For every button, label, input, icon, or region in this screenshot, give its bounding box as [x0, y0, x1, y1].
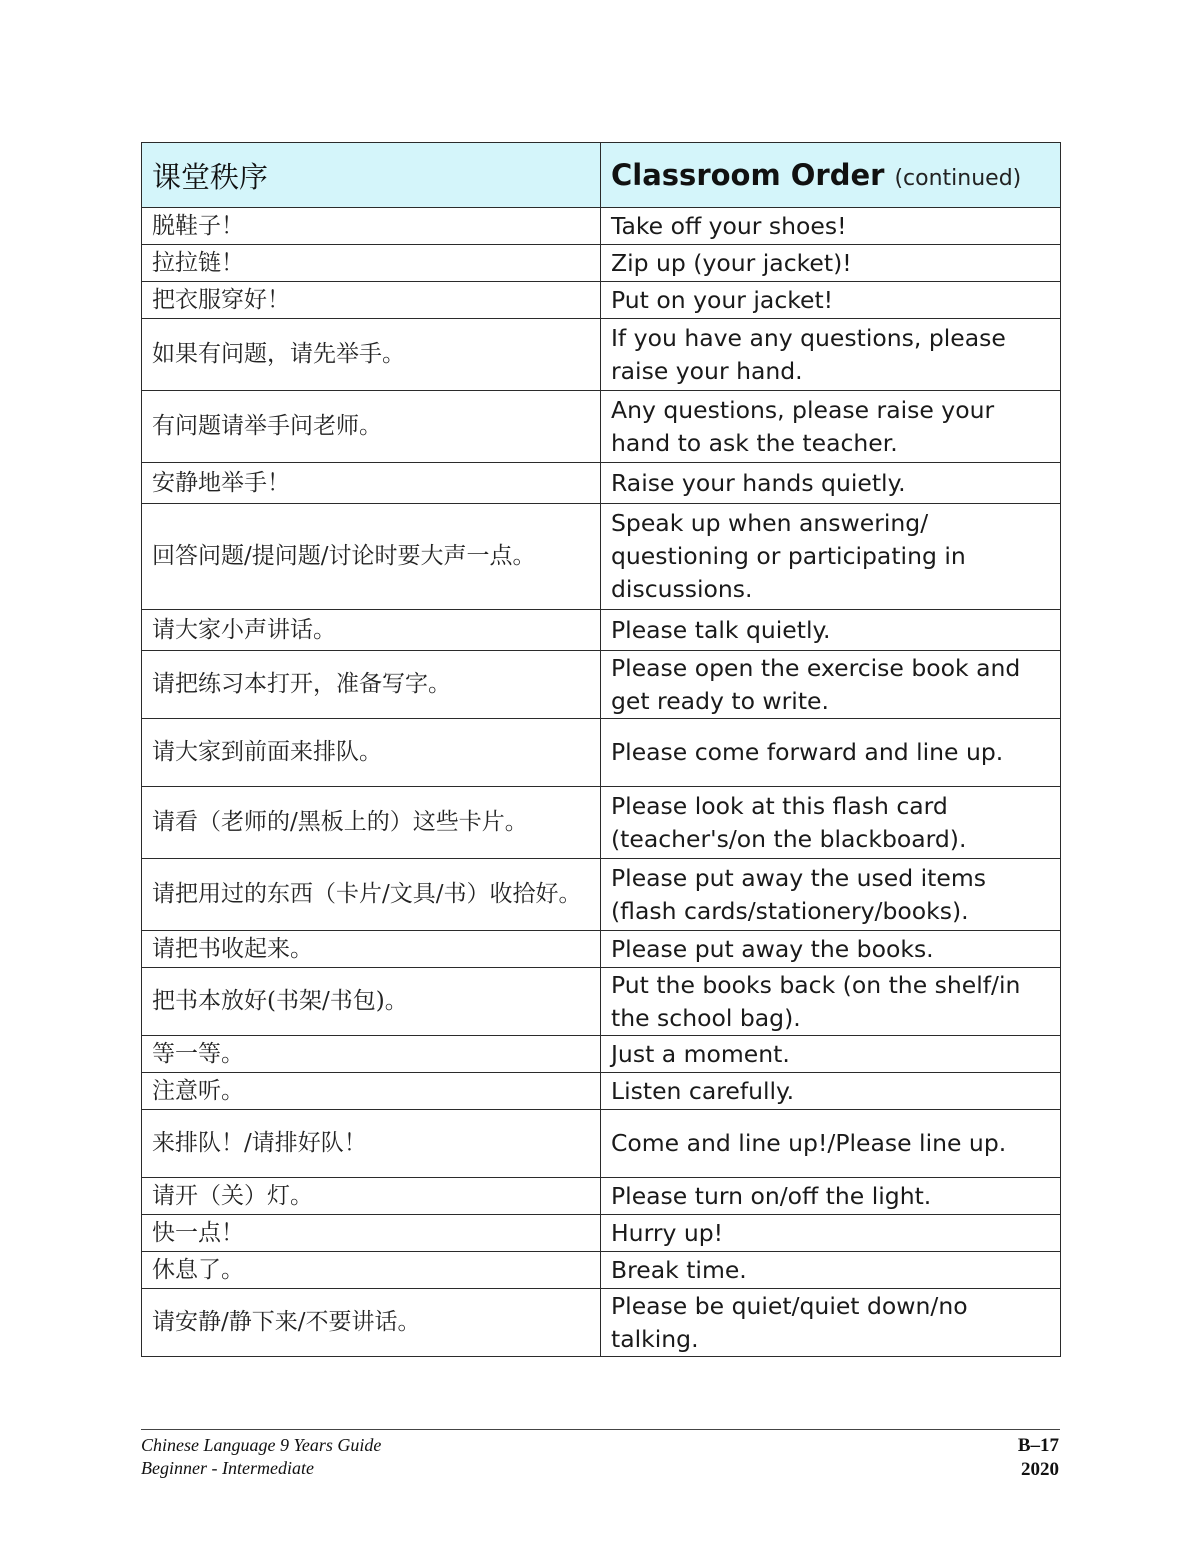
- english-phrase-cell: If you have any questions, please raise your hand.: [601, 319, 1061, 391]
- english-phrase-cell: Please put away the used items (flash cards/stationery/books).: [601, 859, 1061, 931]
- chinese-phrase-cell: 注意听。: [142, 1073, 601, 1110]
- table-row: [142, 1110, 1061, 1178]
- table-row: [142, 208, 1061, 245]
- table-row: [142, 1289, 1061, 1357]
- table-row: [142, 504, 1061, 610]
- chinese-phrase-cell: 如果有问题，请先举手。: [142, 319, 601, 391]
- english-phrase-cell: Please turn on/off the light.: [601, 1178, 1061, 1215]
- footer-year: 2020: [1021, 1459, 1059, 1480]
- table-row: [142, 931, 1061, 968]
- footer-divider: [141, 1429, 1060, 1430]
- table-row: [142, 859, 1061, 931]
- english-phrase-cell: Break time.: [601, 1252, 1061, 1289]
- table-row: [142, 1178, 1061, 1215]
- chinese-phrase-cell: 快一点！: [142, 1215, 601, 1252]
- chinese-phrase-cell: 请开（关）灯。: [142, 1178, 601, 1215]
- english-phrase-cell: Any questions, please raise your hand to ask the teacher.: [601, 391, 1061, 463]
- english-phrase-cell: Speak up when answering/ questioning or participating in discussions.: [601, 504, 1061, 610]
- chinese-phrase-cell: 休息了。: [142, 1252, 601, 1289]
- chinese-phrase-cell: 拉拉链！: [142, 245, 601, 282]
- header-en-title: Classroom Order: [611, 158, 885, 192]
- table-row: [142, 610, 1061, 651]
- english-phrase-cell: Put on your jacket!: [601, 282, 1061, 319]
- chinese-phrase-cell: 等一等。: [142, 1036, 601, 1073]
- english-phrase-cell: Raise your hands quietly.: [601, 463, 1061, 504]
- footer-level-line: Beginner - Intermediate: [141, 1458, 314, 1478]
- english-phrase-cell: Please put away the books.: [601, 931, 1061, 968]
- english-phrase-cell: Please be quiet/quiet down/no talking.: [601, 1289, 1061, 1357]
- table-row: [142, 319, 1061, 391]
- table-row: [142, 787, 1061, 859]
- chinese-phrase-cell: 回答问题/提问题/讨论时要大声一点。: [142, 504, 601, 610]
- header-zh-cell: [142, 143, 601, 208]
- chinese-phrase-cell: 把衣服穿好！: [142, 282, 601, 319]
- chinese-phrase-cell: 请把练习本打开，准备写字。: [142, 651, 601, 719]
- chinese-phrase-cell: 请看（老师的/黑板上的）这些卡片。: [142, 787, 601, 859]
- english-phrase-cell: Please look at this flash card (teacher's/on the blackboard).: [601, 787, 1061, 859]
- english-phrase-cell: Please open the exercise book and get ready to write.: [601, 651, 1061, 719]
- footer-page-info: [1018, 1434, 1059, 1482]
- table-row: [142, 719, 1061, 787]
- chinese-phrase-cell: 有问题请举手问老师。: [142, 391, 601, 463]
- table-row: [142, 651, 1061, 719]
- english-phrase-cell: Come and line up!/Please line up.: [601, 1110, 1061, 1178]
- chinese-phrase-cell: 脱鞋子！: [142, 208, 601, 245]
- table-row: [142, 391, 1061, 463]
- table-row: [142, 463, 1061, 504]
- chinese-phrase-cell: 请大家小声讲话。: [142, 610, 601, 651]
- header-zh-title: 课堂秩序: [152, 159, 269, 194]
- header-en-continued: (continued): [894, 166, 1022, 191]
- english-phrase-cell: Listen carefully.: [601, 1073, 1061, 1110]
- english-phrase-cell: Take off your shoes!: [601, 208, 1061, 245]
- english-phrase-cell: Put the books back (on the shelf/in the school bag).: [601, 968, 1061, 1036]
- phrase-table: [141, 142, 1061, 1357]
- english-phrase-cell: Please talk quietly.: [601, 610, 1061, 651]
- table-row: [142, 1073, 1061, 1110]
- footer-title-line: Chinese Language 9 Years Guide: [141, 1435, 382, 1455]
- table-row: [142, 282, 1061, 319]
- english-phrase-cell: Zip up (your jacket)!: [601, 245, 1061, 282]
- chinese-phrase-cell: 请大家到前面来排队。: [142, 719, 601, 787]
- chinese-phrase-cell: 请把用过的东西（卡片/文具/书）收拾好。: [142, 859, 601, 931]
- table-row: [142, 1036, 1061, 1073]
- table-header-row: [142, 143, 1061, 208]
- header-en-cell: [601, 143, 1061, 208]
- table-row: [142, 1215, 1061, 1252]
- table-row: [142, 968, 1061, 1036]
- chinese-phrase-cell: 安静地举手！: [142, 463, 601, 504]
- footer-page-number: B–17: [1017, 1435, 1059, 1456]
- english-phrase-cell: Please come forward and line up.: [601, 719, 1061, 787]
- footer-guide-title: [141, 1434, 381, 1480]
- english-phrase-cell: Just a moment.: [601, 1036, 1061, 1073]
- table-row: [142, 245, 1061, 282]
- chinese-phrase-cell: 把书本放好(书架/书包)。: [142, 968, 601, 1036]
- table-row: [142, 1252, 1061, 1289]
- table-body: [142, 208, 1061, 1357]
- chinese-phrase-cell: 来排队！/请排好队！: [142, 1110, 601, 1178]
- english-phrase-cell: Hurry up!: [601, 1215, 1061, 1252]
- chinese-phrase-cell: 请把书收起来。: [142, 931, 601, 968]
- chinese-phrase-cell: 请安静/静下来/不要讲话。: [142, 1289, 601, 1357]
